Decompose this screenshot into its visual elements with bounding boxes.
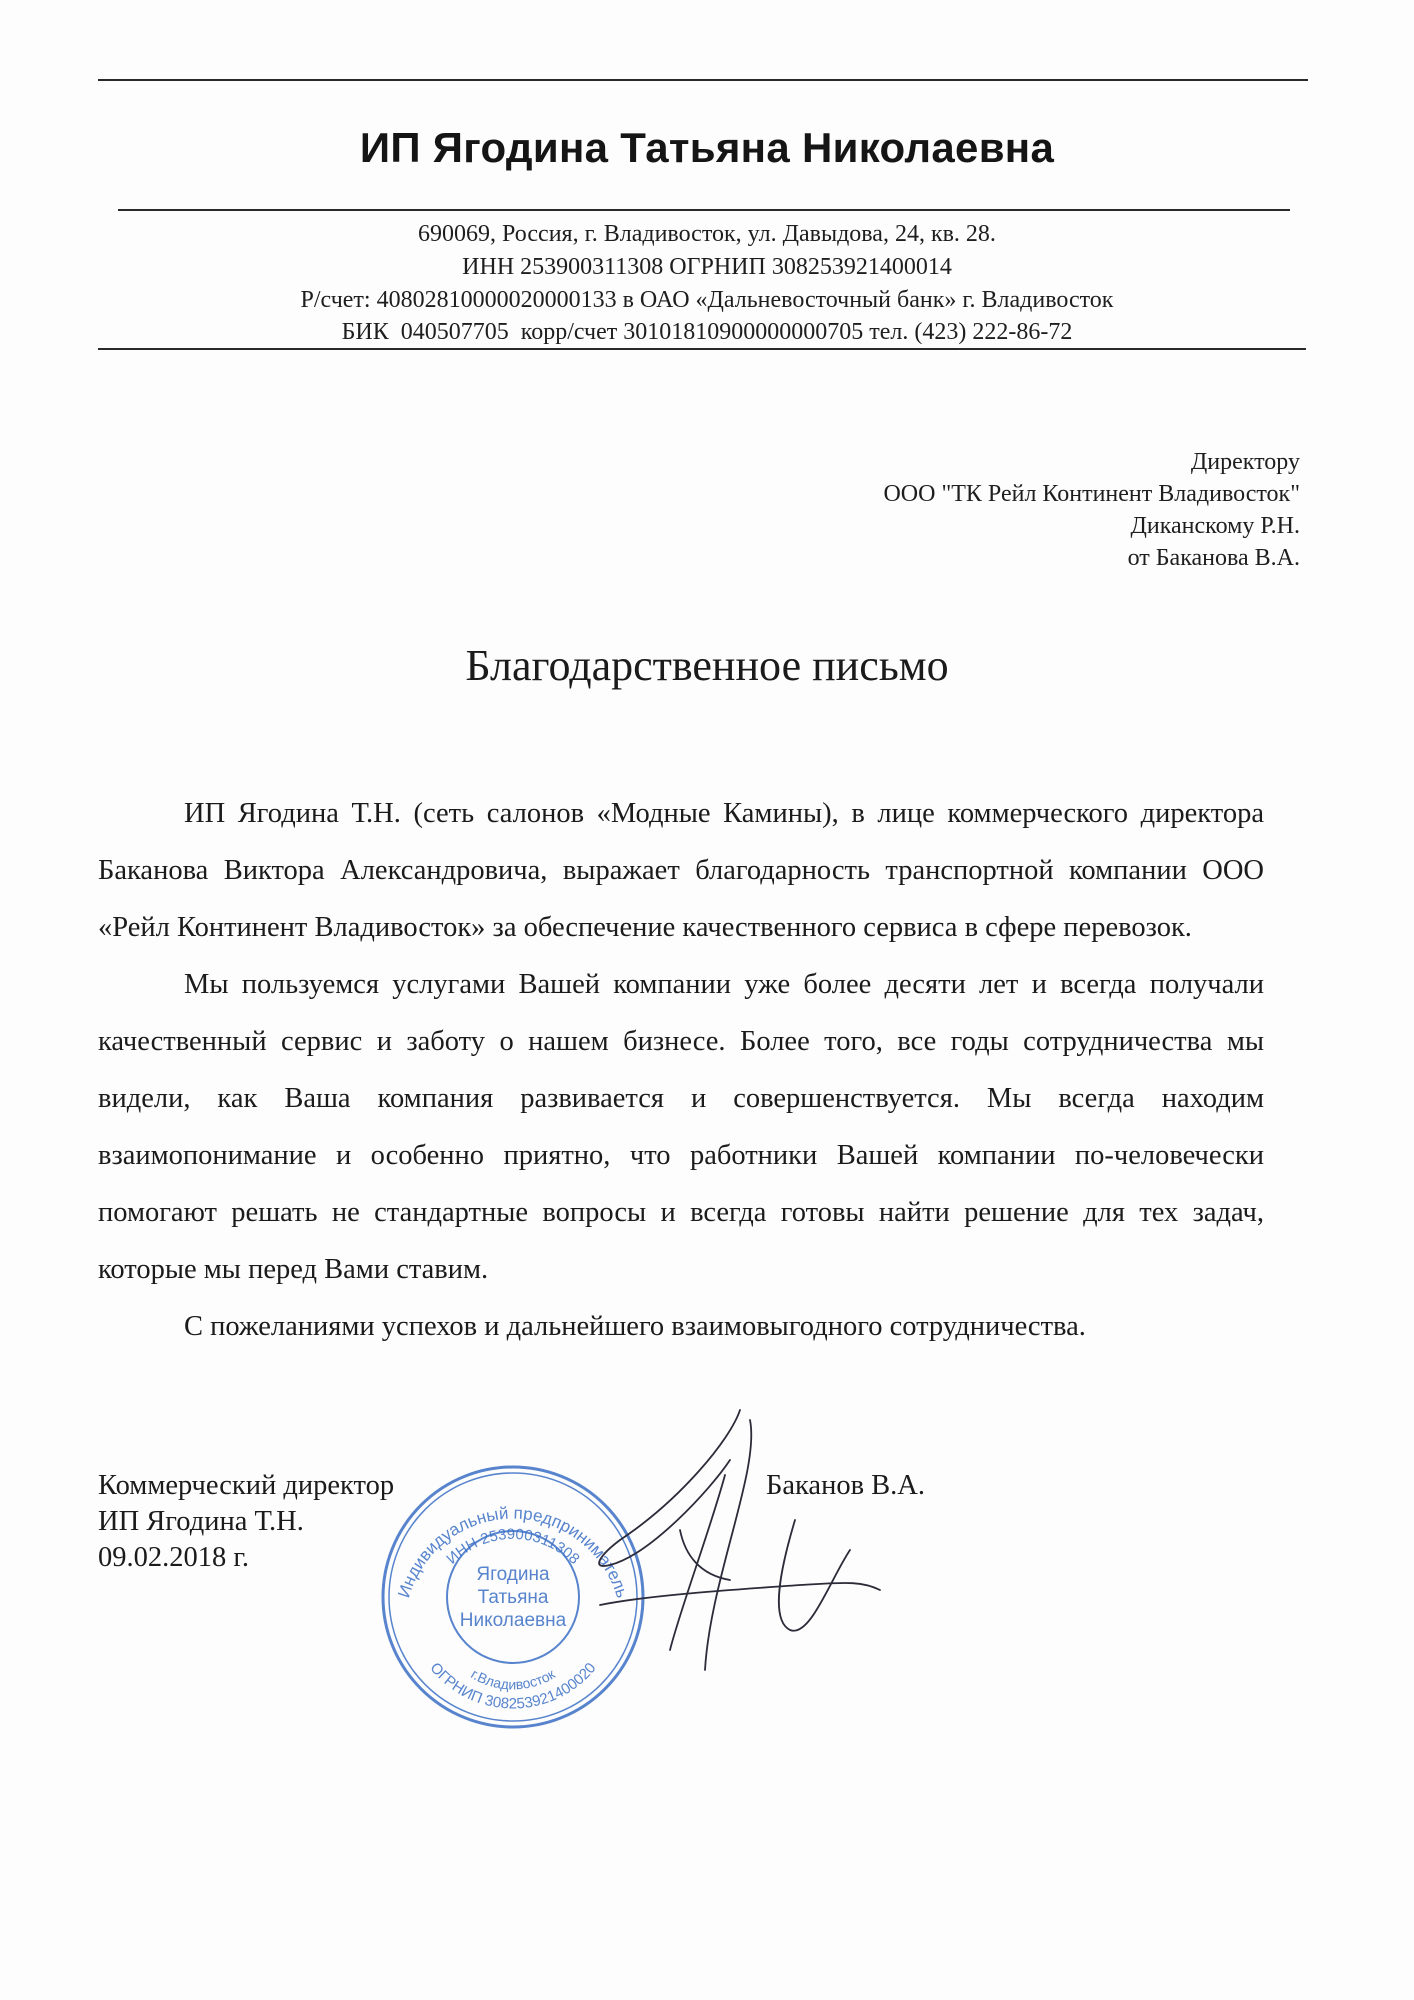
- addressee-name: Диканскому Р.Н.: [1130, 513, 1300, 539]
- address-line: 690069, Россия, г. Владивосток, ул. Давыдова, 24, кв. 28.: [418, 221, 996, 247]
- stamp-center-line-2: Татьяна: [477, 1587, 549, 1608]
- stamp-ogrnip-textpath: ОГРНИП 308253921400020: [426, 1659, 600, 1713]
- title-rule: [118, 209, 1290, 211]
- addressee-position: Директору: [1190, 449, 1300, 475]
- stamp-city-textpath: г.Владивосток: [468, 1665, 558, 1693]
- document-title: Благодарственное письмо: [465, 641, 949, 690]
- addressee-company: ООО "ТК Рейл Континент Владивосток": [883, 481, 1300, 507]
- body-paragraph-3: С пожеланиями успехов и дальнейшего взаимовыгодного сотрудничества.: [184, 1311, 1086, 1342]
- signer-name: Баканов В.А.: [766, 1470, 926, 1501]
- body-paragraph-2: Мы пользуемся услугами Вашей компании уже более десяти лет и всегда получали качественный сервис и заботу о нашем бизнесе. Более того, все годы сотрудничества мы видели, как Ваша компания развивается и совершенствуется. Мы всегда находим взаимопонимание и особенно приятно, что работники Вашей компании по-человечески помогают решать не стандартные вопросы и всегда готовы найти решение для тех задач, которые мы перед Вами ставим.: [98, 969, 1264, 1285]
- sender-name: от Баканова В.А.: [1127, 545, 1300, 571]
- inn-ogrnip-line: ИНН 253900311308 ОГРНИП 308253921400014: [462, 254, 952, 280]
- signer-organization: ИП Ягодина Т.Н.: [98, 1506, 304, 1537]
- stamp-center-line-3: Николаевна: [459, 1610, 567, 1631]
- stamp-outer-textpath: Индивидуальный предприниматель: [394, 1503, 632, 1601]
- top-rule: [98, 79, 1308, 81]
- bank-account-line: Р/счет: 40802810000020000133 в ОАО «Дальневосточный банк» г. Владивосток: [300, 287, 1114, 313]
- stamp-city-text: [468, 1665, 558, 1692]
- addressee-block: [883, 446, 1300, 574]
- body-paragraph-1: ИП Ягодина Т.Н. (сеть салонов «Модные Камины), в лице коммерческого директора Баканова Виктора Александровича, выражает благодарность транспортной компании ООО «Рейл Континент Владивосток» за обеспечение качественного сервиса в сфере перевозок.: [98, 798, 1264, 943]
- company-name: ИП Ягодина Татьяна Николаевна: [359, 124, 1055, 171]
- signer-position: Коммерческий директор: [98, 1470, 395, 1501]
- handwritten-signature: [560, 1380, 900, 1680]
- bik-correspondent-line: БИК 040507705 корр/счет 30101810900000000705 тел. (423) 222-86-72: [341, 319, 1073, 345]
- letter-date: 09.02.2018 г.: [98, 1542, 249, 1573]
- stamp-inn-textpath: ИНН 253900311308: [443, 1525, 583, 1568]
- signature-block: [98, 1468, 394, 1576]
- letter-body: [98, 785, 1264, 1355]
- stamp-center-line-1: Ягодина: [476, 1564, 550, 1585]
- requisites-rule: [98, 348, 1306, 350]
